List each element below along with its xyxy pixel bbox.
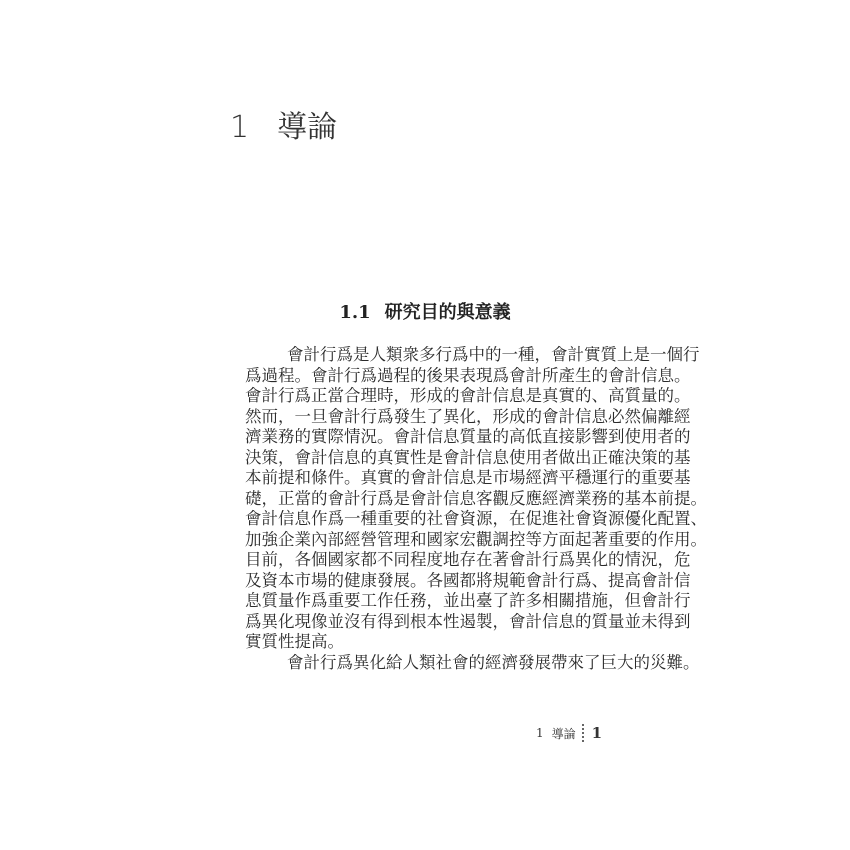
paragraph-line: 濟業務的實際情況。會計信息質量的高低直接影響到使用者的 [245,427,691,446]
paragraph-line: 然而，一旦會計行爲發生了異化，形成的會計信息必然偏離經 [245,406,691,426]
paragraph-line: 爲過程。會計行爲過程的後果表現爲會計所產生的會計信息。 [245,365,691,385]
footer-chapter-number: 1 [536,726,544,740]
paragraph-line: 礎，正當的會計行爲是會計信息客觀反應經濟業務的基本前提。 [245,488,707,508]
paragraph-line: 本前提和條件。真實的會計信息是市場經濟平穩運行的重要基 [245,468,691,487]
paragraph-line: 目前，各個國家都不同程度地存在著會計行爲異化的情況，危 [245,550,691,569]
paragraph-line: 會計行爲是人類衆多行爲中的一種，會計實質上是一個行 [287,345,700,364]
chapter-number: 1 [230,110,250,145]
paragraph-line: 會計信息作爲一種重要的社會資源，在促進社會資源優化配置、 [245,509,707,528]
paragraph-line: 爲異化現像並沒有得到根本性遏製，會計信息的質量並未得到 [245,611,691,631]
paragraph-line: 及資本市場的健康發展。各國都將規範會計行爲、提高會計信 [245,570,691,590]
paragraph-line: 會計行爲正當合理時，形成的會計信息是真實的、高質量的。 [245,386,691,405]
section-heading [0,298,850,324]
paragraph-line: 會計行爲異化給人類社會的經濟發展帶來了巨大的災難。 [287,652,700,672]
body-text [245,345,707,673]
paragraph-line: 決策，會計信息的真實性是會計信息使用者做出正確決策的基 [245,447,691,467]
chapter-title: 導論 [277,110,338,145]
page-number: 1 [591,724,603,742]
page-footer [536,724,602,742]
paragraph-line: 息質量作爲重要工作任務，並出臺了許多相關措施，但會計行 [245,591,691,610]
footer-divider [582,724,584,742]
paragraph-line: 實質性提高。 [245,632,344,651]
paragraph-line: 加強企業內部經營管理和國家宏觀調控等方面起著重要的作用。 [245,529,707,549]
section-number: 1.1 [339,302,371,323]
section-title: 研究目的與意義 [384,302,511,323]
footer-chapter-title: 導論 [551,726,576,741]
chapter-heading [230,102,337,146]
